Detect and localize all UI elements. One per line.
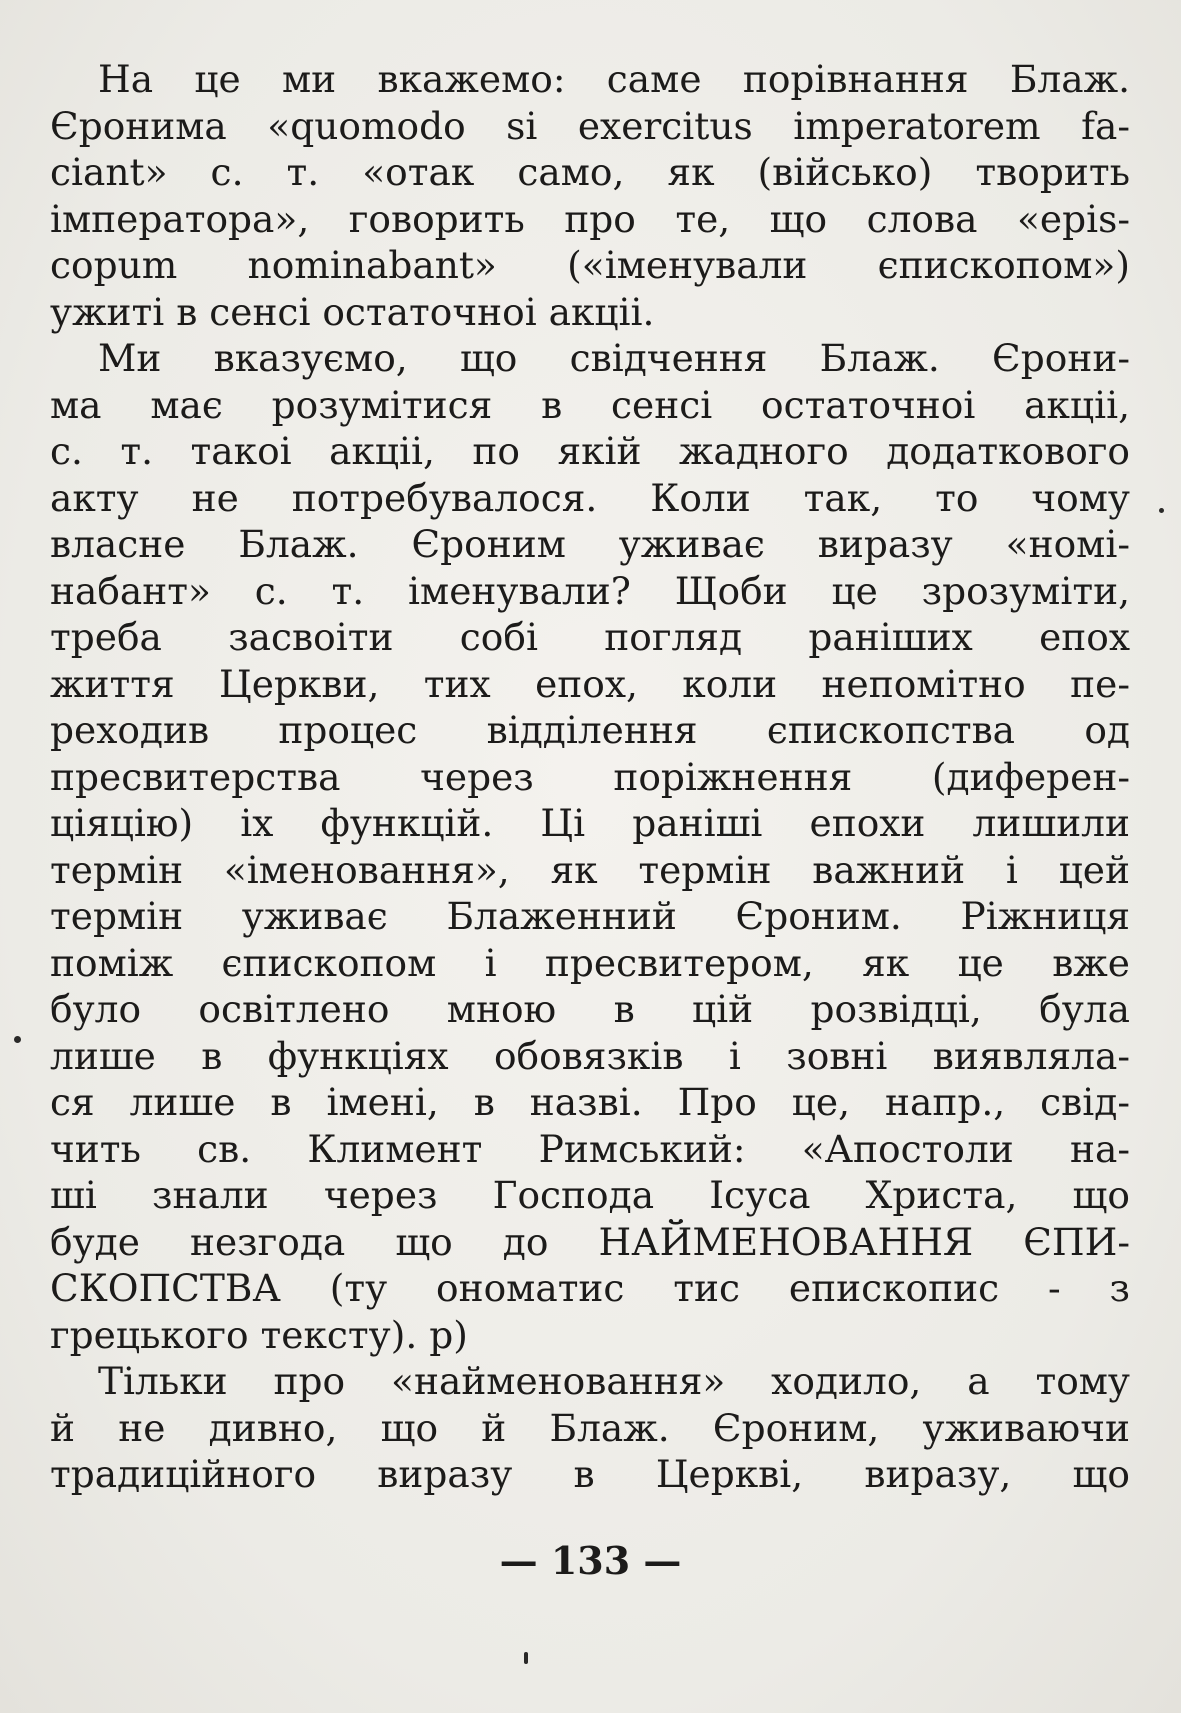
text-line: ciant» с. т. «отак само, як (військо) творить [50, 150, 1130, 194]
text-line: СКОПСТВА (ту ономатис тис епископис - з [50, 1266, 1130, 1310]
text-line: пресвитерства через поріжнення (диферен- [50, 754, 1130, 799]
text-line: с. т. такоі акціі, по якій жадного додаткового [50, 429, 1130, 473]
print-speck [14, 1036, 21, 1043]
text-line: буде незгода що до НАЙМЕНОВАННЯ ЄПИ- [50, 1219, 1130, 1264]
text-line: ся лише в імені, в назві. Про це, напр., свід- [50, 1080, 1130, 1124]
text-line: власне Блаж. Єроним уживає виразу «номі- [50, 522, 1130, 566]
text-line: На це ми вкажемо: саме порівнання Блаж. [98, 57, 1130, 101]
text-line: поміж єпископом і пресвитером, як це вже [50, 940, 1130, 985]
text-line: ужиті в сенсі остаточноі акціі. [50, 289, 655, 334]
text-line: набант» с. т. іменували? Щоби це зрозуміти, [50, 568, 1130, 613]
text-line: життя Церкви, тих епох, коли непомітно пе- [50, 661, 1130, 706]
text-line: акту не потребувалося. Коли так, то чому [50, 475, 1130, 520]
text-line: традиційного виразу в Церкві, виразу, що [50, 1452, 1130, 1496]
text-line: чить св. Климент Римський: «Апостоли на- [50, 1126, 1130, 1171]
page-number: — 133 — [499, 1538, 682, 1583]
text-line: Ми вказуємо, що свідчення Блаж. Єрони- [98, 336, 1130, 380]
text-line: ціяцію) іх функцій. Ці раніші епохи лишили [50, 801, 1130, 845]
text-line: імператора», говорить про те, що слова «epis- [50, 196, 1130, 241]
text-line: Єронима «quomodo si exercitus imperatorem fa- [50, 103, 1130, 148]
text-line: ма має розумітися в сенсі остаточноі акціі, [50, 382, 1130, 427]
text-line: й не дивно, що й Блаж. Єроним, уживаючи [50, 1405, 1130, 1450]
body-text [50, 56, 1130, 1498]
text-line: реходив процес відділення єпископства од [50, 708, 1130, 752]
text-line: грецького тексту). р) [50, 1312, 468, 1357]
text-line: copum nominabant» («іменували єпископом») [50, 243, 1130, 287]
text-line: було освітлено мною в цій розвідці, була [50, 987, 1130, 1031]
text-line: Тільки про «найменовання» ходило, а тому [98, 1359, 1130, 1403]
text-line: лише в функціях обовязків і зовні виявляла- [50, 1033, 1130, 1078]
print-speck [524, 1652, 528, 1664]
text-line: треба засвоіти собі погляд раніших епох [50, 615, 1130, 659]
text-line: термін уживає Блаженний Єроним. Ріжниця [50, 894, 1130, 938]
print-speck [1159, 508, 1164, 513]
text-line: ші знали через Господа Ісуса Христа, що [50, 1173, 1130, 1217]
text-line: термін «іменовання», як термін важний і цей [50, 847, 1130, 892]
